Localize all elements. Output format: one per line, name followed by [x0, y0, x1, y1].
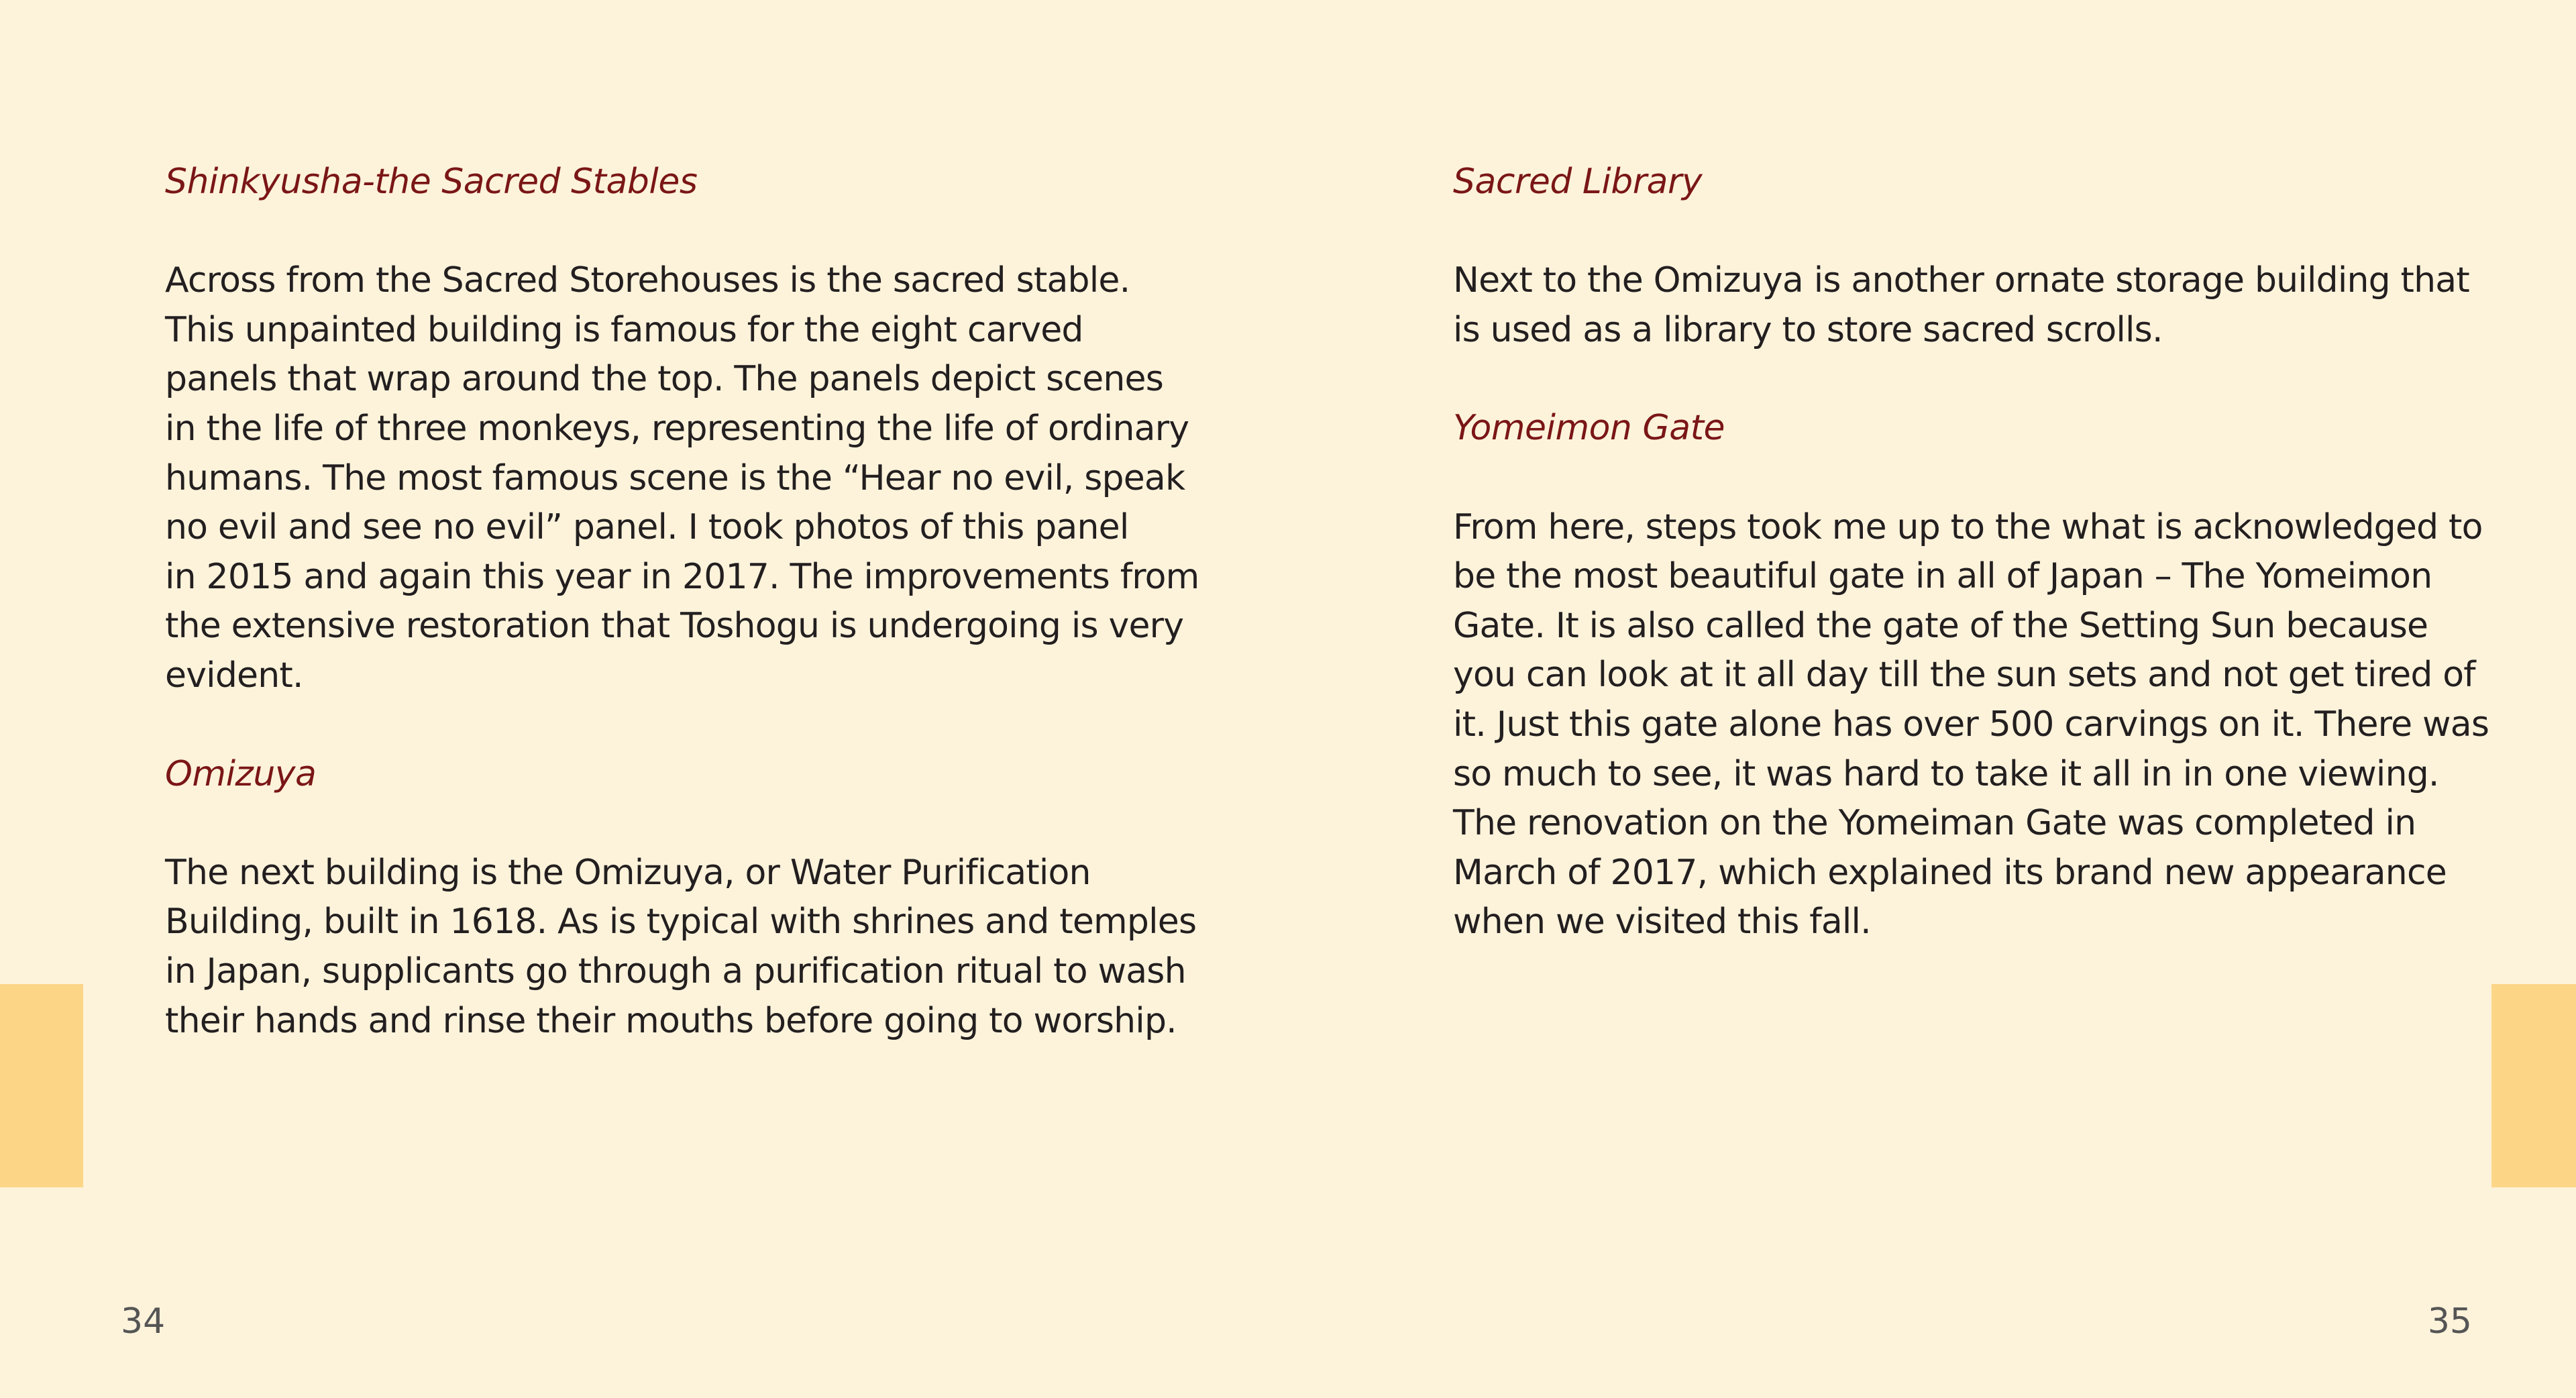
text-line: humans. The most famous scene is the “Hear no evil, speak [165, 458, 1185, 498]
section-heading: Shinkyusha-the Sacred Stables [165, 162, 698, 202]
text-line: you can look at it all day till the sun sets and not get tired of [1453, 655, 2475, 696]
text-line: be the most beautiful gate in all of Japan – The Yomeimon [1453, 556, 2432, 597]
text-line: From here, steps took me up to the what is acknowledged to [1453, 506, 2483, 547]
left-page-tab [0, 984, 83, 1187]
section-heading: Sacred Library [1453, 162, 1703, 202]
text-line: Across from the Sacred Storehouses is the sacred stable. [165, 260, 1130, 301]
text-line: The renovation on the Yomeiman Gate was completed in [1453, 803, 2416, 844]
text-line: is used as a library to store sacred scrolls. [1453, 309, 2163, 350]
section-sacred-stables [165, 158, 1199, 701]
section-paragraph [165, 256, 1199, 700]
text-line: March of 2017, which explained its brand new appearance [1453, 852, 2447, 893]
section-heading: Yomeimon Gate [1453, 408, 1725, 449]
text-line: Gate. It is also called the gate of the Setting Sun because [1453, 605, 2428, 646]
text-line: their hands and rinse their mouths before going to worship. [165, 1000, 1177, 1041]
page-number-left: 34 [121, 1301, 166, 1342]
text-line: in Japan, supplicants go through a purification ritual to wash [165, 951, 1186, 991]
section-heading: Omizuya [165, 753, 317, 794]
left-page-column [165, 158, 1199, 1095]
text-line: when we visited this fall. [1453, 902, 1871, 943]
text-line: in 2015 and again this year in 2017. The improvements from [165, 556, 1199, 597]
text-line: the extensive restoration that Toshogu is undergoing is very [165, 606, 1184, 647]
text-line: it. Just this gate alone has over 500 carvings on it. There was [1453, 704, 2489, 745]
text-line: Building, built in 1618. As is typical with shrines and temples [165, 902, 1197, 943]
text-line: so much to see, it was hard to take it all in in one viewing. [1453, 753, 2439, 794]
text-line: Next to the Omizuya is another ornate storage building that [1453, 260, 2469, 301]
text-line: The next building is the Omizuya, or Water Purification [165, 852, 1091, 893]
section-paragraph [1453, 256, 2469, 355]
section-yomeimon-gate [1453, 404, 2489, 947]
right-page-column [1453, 158, 2489, 996]
text-line: in the life of three monkeys, representing the life of ordinary [165, 408, 1189, 449]
text-line: panels that wrap around the top. The panels depict scenes [165, 359, 1164, 400]
section-sacred-library [1453, 158, 2469, 355]
page-number-right: 35 [2427, 1301, 2472, 1342]
text-line: evident. [165, 655, 303, 696]
text-line: no evil and see no evil” panel. I took photos of this panel [165, 507, 1129, 548]
right-page-tab [2491, 984, 2576, 1187]
text-line: This unpainted building is famous for the eight carved [165, 309, 1083, 350]
section-omizuya [165, 750, 1197, 1046]
section-paragraph [165, 849, 1197, 1046]
section-paragraph [1453, 503, 2489, 947]
